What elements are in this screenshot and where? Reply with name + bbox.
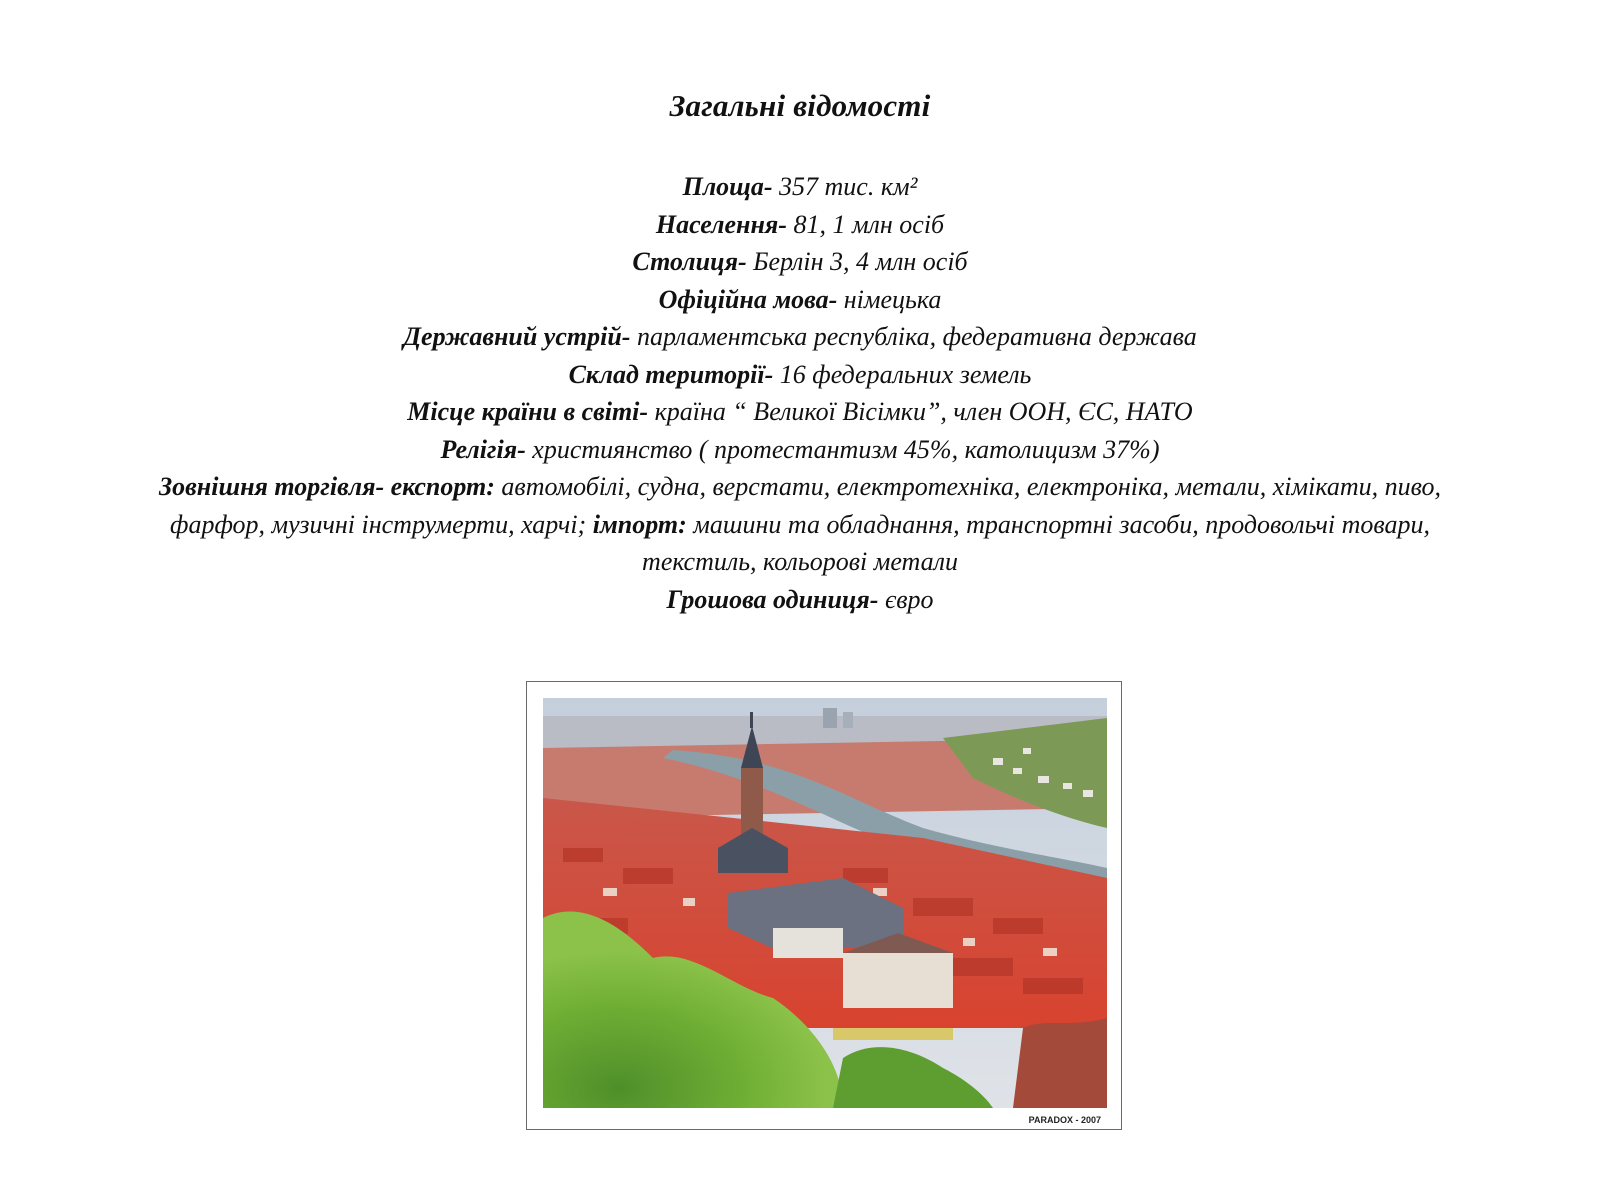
fact-value: автомобілі, судна, верстати, електротехніка, електроніка, метали, хімікати, пиво, <box>501 472 1442 501</box>
city-panorama-illustration <box>543 698 1107 1108</box>
fact-value: 357 тис. км² <box>779 172 918 201</box>
fact-label: Офіційна мова- <box>658 284 838 314</box>
fact-label: Грошова одиниця- <box>666 584 879 614</box>
fact-value: Берлін 3, 4 млн осіб <box>753 247 968 276</box>
fact-value: парламентська республіка, федеративна держава <box>636 322 1197 351</box>
fact-value: 81, 1 млн осіб <box>793 209 945 239</box>
fact-trade-line-1 <box>20 468 1580 506</box>
fact-currency <box>20 581 1580 619</box>
fact-value: християнство ( протестантизм 45%, католицизм 37%) <box>532 434 1160 464</box>
fact-area <box>20 168 1580 206</box>
fact-label: Столиця- <box>632 247 747 276</box>
fact-value: 16 федеральних земель <box>779 359 1032 389</box>
fact-language <box>20 281 1580 319</box>
fact-label: імпорт: <box>592 509 687 539</box>
fact-label: Площа- <box>682 172 773 201</box>
fact-population <box>20 206 1580 244</box>
fact-religion <box>20 431 1580 469</box>
general-facts <box>20 168 1580 618</box>
fact-trade-line-2 <box>20 506 1580 544</box>
fact-value: текстиль, кольорові метали <box>642 547 958 576</box>
fact-capital <box>20 243 1580 281</box>
fact-value: машини та обладнання, транспортні засоби, продовольчі товари, <box>693 509 1430 539</box>
fact-territory <box>20 356 1580 394</box>
fact-label: Зовнішня торгівля- експорт: <box>158 472 495 501</box>
fact-trade-line-3 <box>20 543 1580 581</box>
fact-label: Місце країни в світі- <box>407 397 649 426</box>
fact-government <box>20 318 1580 356</box>
fact-value: фарфор, музичні інструмерти, харчі; <box>169 509 587 539</box>
city-photo-frame <box>526 681 1122 1130</box>
fact-label: Релігія- <box>440 434 526 464</box>
fact-value: німецька <box>843 284 942 314</box>
photo-caption: PARADOX - 2007 <box>1028 1115 1101 1125</box>
fact-world-place <box>20 393 1580 431</box>
page-title: Загальні відомості <box>669 88 931 123</box>
fact-label: Склад території- <box>568 359 774 389</box>
fact-label: Державний устрій- <box>403 322 631 351</box>
fact-value: країна “ Великої Вісімки”, член ООН, ЄС, НАТО <box>654 397 1193 426</box>
city-photo <box>543 698 1107 1108</box>
fact-value: євро <box>884 584 934 614</box>
fact-label: Населення- <box>655 209 787 239</box>
